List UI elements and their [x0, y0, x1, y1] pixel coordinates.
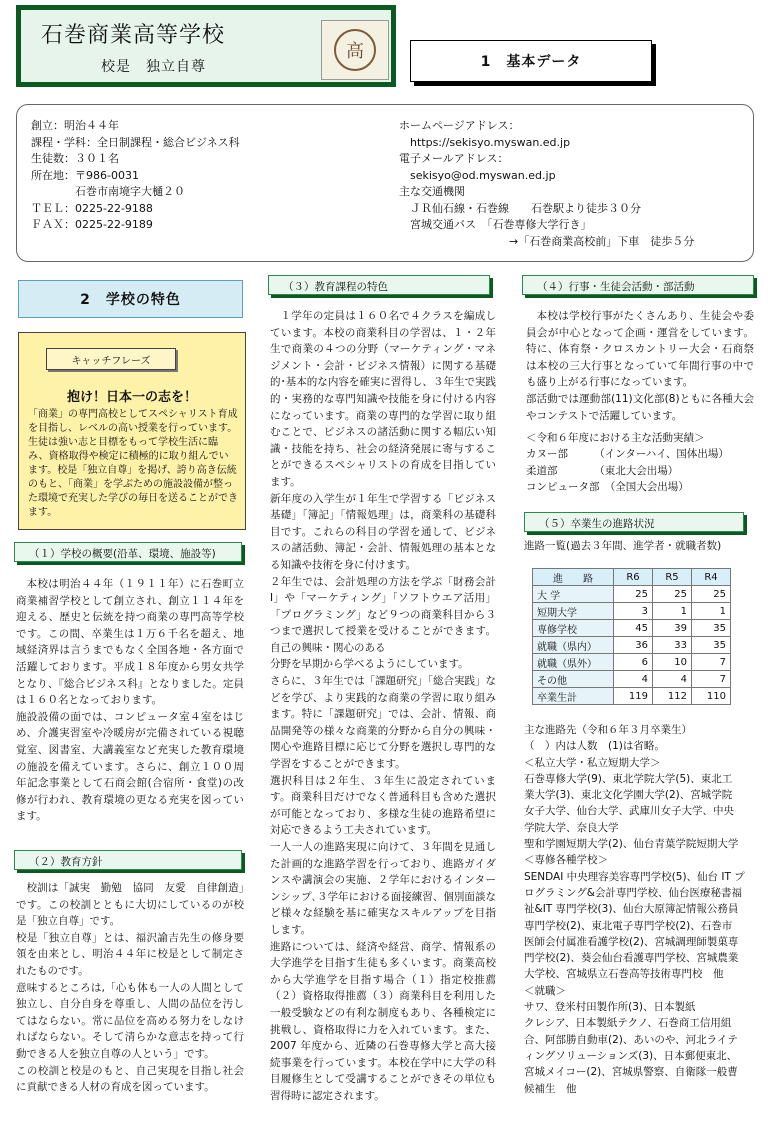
catchphrase-label: キャッチフレーズ [46, 348, 176, 370]
destinations-line: 医師会付属准看護学校(2)、宮城調理師製菓専 [524, 935, 739, 948]
table-row-label: 専修学校 [533, 620, 614, 637]
table-header-row [533, 569, 731, 586]
destinations-list [524, 722, 745, 1097]
section-curriculum-heading: （３）教育課程の特色 [268, 275, 490, 295]
table-cell: 7 [692, 671, 731, 688]
table-cell: 45 [614, 620, 653, 637]
destinations-line: ログラミング&会計専門学校、仙台医療秘書福 [524, 886, 742, 899]
basic-data-heading: 1 基本データ [410, 40, 652, 82]
table-header-cell: R5 [653, 569, 692, 586]
table-row [533, 671, 731, 688]
table-row [533, 620, 731, 637]
table-cell: 1 [653, 603, 692, 620]
destinations-line: 石巻専修大学(9)、東北学院大学(5)、東北工 [524, 772, 733, 785]
transport-label: 主な交通機関 [399, 185, 465, 198]
destinations-line: 聖和学園短期大学(2)、仙台青葉学院短期大学 [524, 838, 739, 851]
table-header-cell: R6 [614, 569, 653, 586]
activities-list-item: カヌー部 （インターハイ、国体出場） [526, 448, 729, 461]
destinations-line: 門学校(2)、葵会仙台看護専門学校、宮城農業 [524, 952, 739, 965]
info-postal: 所在地：〒986-0031 [31, 168, 139, 182]
info-left-column [31, 118, 240, 234]
table-row [533, 688, 731, 705]
table-row-label: 就職（県外） [533, 654, 614, 671]
homepage-url-link[interactable]: https://sekisyo.myswan.ed.jp [399, 135, 571, 149]
table-row [533, 654, 731, 671]
table-cell: 10 [653, 654, 692, 671]
destinations-line: 祉&IT 専門学校(3)、仙台大原簿記情報公務員 [524, 903, 739, 916]
destinations-line: SENDAI 中央理容美容専門学校(5)、仙台 IT プ [524, 870, 745, 883]
destinations-line: 合、阿部勝自動車(2)、あいのや、河北ライテ [524, 1033, 738, 1046]
table-row-label: その他 [533, 671, 614, 688]
destinations-line: 専門学校(2)、東北電子専門学校(2)、石巻市 [524, 919, 733, 932]
destinations-line: サワ、登米村田製作所(3)、日本製紙 [524, 1001, 696, 1014]
table-cell: 35 [692, 620, 731, 637]
activities-list [526, 430, 729, 495]
info-right-column [399, 118, 694, 250]
table-cell: 6 [614, 654, 653, 671]
destinations-line: 大学校、宮城県立石巻高等技術専門校 他 [524, 968, 724, 981]
catchphrase-title: 抱け！日本一の志を！ [66, 390, 197, 405]
table-row [533, 586, 731, 603]
transport-bus: 宮城交通バス 「石巻専修大学行き」 [399, 218, 592, 231]
school-seal-emblem [321, 20, 389, 80]
table-cell: 33 [653, 637, 692, 654]
destinations-line: 業大学(3)、東北文化学園大学(2)、宮城学院 [524, 789, 733, 802]
section-policy-text: 校訓は「誠実 勤勉 協同 友愛 自律創造」です。この校訓とともに大切にしているのが校是「独立自尊」です。 校是「独立自尊」とは、福沢諭吉先生の修身要領を由来とし、明治４４年に校是として制定されたものです。 意味するところは,「心も体も一人の人間として独立し、自分自身を尊重し、人間の品位を汚してはならない。常に品位を高める努力をしなければならない。そして清らかな意志を持って行動できる人を独立自尊の人という」です。 この校訓と校是のもと、自己実現を目指し社会に貢献できる人材の育成を図っています。 [16, 882, 244, 1094]
info-founded: 創立：明治４４年 [31, 119, 119, 132]
section-overview-text: 本校は明治４４年（１９１１年）に石巻町立商業補習学校として創立され、創立１１４年を迎える、歴史と伝統を持つ商業の専門高等学校です。この間、卒業生は１万６千名を超え、地域経済界は言うまでもなく全国各地・各方面で活躍しております。平成１８年度から男女共学となり、『総合ビジネス科』となりました。定員は１６０名となっております。 施設設備の面では、コンピュータ室４室をはじめ、介護実習室や冷暖房が完備されている視聴覚室、図書室、大講義室など充実した教育環境の施設を備えています。さらに、創立１００周年記念事業として石商会館(合宿所・食堂)の改修が行われ、教育環境の更なる充実を図っています。 [16, 578, 244, 823]
school-name: 石巻商業高等学校 [41, 23, 226, 48]
table-row [533, 637, 731, 654]
section-curriculum-text: １学年の定員は１６０名で４クラスを編成しています。本校の商業科目の学習は、１・２年生で商業の４つの分野（マーケティング・マネジメント・会計・ビジネス情報）に関する基礎的･基本的な内容を確実に習得し、３年生で実践的・実務的な専門知識や技能を身に付ける内容になっています。商業の専門的な学習に取り組むことで、ビジネスの諸活動に関する幅広い知識・技能を持ち、社会の経済発展に寄与することができるスペシャリストの育成を目指しています。 新年度の入学生が１年生で学習する「ビジネス基礎」「簿記」「情報処理」は，商業科の基礎科目です。これらの科目の学習を通して、ビジネスの諸活動、簿記・会計、情報処理の基本となる知識や技術を身に付けます。 ２年生では、会計処理の方法を学ぶ「財務会計Ⅰ」や「マーケティング」「ソフトウエア活用」「プログラミング」など９つの商業科目から３つまで選択して授業を受けることができます。自己の興味・関心のある 分野を早期から学べるようにしています。 さらに、３年生では「課題研究」「総合実践」などを学び、より実践的な商業の学習に取り組みます。特に「課題研究」では、会計、情報、商品開発等の様々な商業的分野から自分の興味・関心や進路目標に応じて分野を選択し専門的な学習をすることができます。 選択科目は２年生、３年生に設定されています。商業科目だけでなく普通科目も含めた選択が可能となっており、多様な生徒の進路希望に対応できるよう工夫されています。 一人一人の進路実現に向けて、３年間を見通した計画的な進路学習を行っており、進路ガイダンスや講演会の実施、２学年におけるインターンシップ､３学年における面接練習、個別面談など様々な経験を基に確実なスキルアップを目指します。 進路については、経済や経営、商学、情報系の大学進学を目指す生徒も多くいます。商業高校から大学進学を目指す場合（１）指定校推薦（２）資格取得推薦（３）商業科目を利用した一般受験などの有利な制度もあり、各種検定に挑戦し、資格取得に力を入れています。また、2007 年度から、近隣の石巻専修大学と高大接続事業を行っています。本校在学中に大学の科目履修生として受講することができその単位も習得時に認定されます。 [270, 310, 496, 1102]
table-header-cell: R4 [692, 569, 731, 586]
school-motto: 校是 独立自尊 [101, 59, 206, 75]
activities-list-item: ＜令和６年度における主な活動実績＞ [526, 432, 705, 444]
section-career-heading: （５）卒業生の進路状況 [524, 512, 744, 532]
basic-data-box [16, 104, 754, 262]
transport-bus-stop: →「石巻商業高校前」下車 徒歩５分 [399, 234, 695, 248]
email-address-link[interactable]: sekisyo@od.myswan.ed.jp [399, 168, 556, 182]
destinations-line: 学院大学、奈良大学 [524, 821, 619, 834]
activities-list-item: コンピュータ部 （全国大会出場） [526, 480, 689, 493]
table-cell: 4 [614, 671, 653, 688]
table-cell: 1 [692, 603, 731, 620]
title-box [16, 5, 396, 87]
info-fax: ＦＡＸ：0225-22-9189 [31, 218, 153, 231]
table-row-label: 卒業生計 [533, 688, 614, 705]
section-overview-heading: （１）学校の概要(沿革、環境、施設等) [14, 542, 242, 562]
homepage-label: ホームページアドレス： [399, 119, 520, 132]
destinations-line: 女子大学、仙台大学、武庫川女子大学、中央 [524, 805, 734, 818]
destinations-line: クレシア、日本製紙テクノ、石巻商工信用組 [524, 1017, 732, 1030]
destinations-line: 候補生 他 [524, 1082, 577, 1095]
section-policy-heading: （２）教育方針 [14, 850, 242, 870]
table-row-label: 就職（県内） [533, 637, 614, 654]
table-row-label: 短期大学 [533, 603, 614, 620]
table-cell: 25 [653, 586, 692, 603]
table-cell: 110 [692, 688, 731, 705]
table-cell: 112 [653, 688, 692, 705]
school-seal-icon: 高 [334, 29, 376, 71]
section-activities-heading: （４）行事・生徒会活動・部活動 [522, 275, 754, 295]
destinations-line: ィングソリューションズ(3)、日本郵便東北、 [524, 1049, 738, 1062]
activities-list-item: 柔道部 （東北大会出場） [526, 464, 679, 477]
destinations-line: （ ）内は人数 (1)は省略。 [524, 740, 665, 753]
table-cell: 4 [653, 671, 692, 688]
destinations-line: ＜私立大学・私立短期大学＞ [524, 756, 661, 769]
career-table [532, 568, 731, 705]
email-label: 電子メールアドレス： [399, 152, 509, 165]
info-course: 課程・学科：全日制課程・総合ビジネス科 [31, 135, 240, 149]
destinations-line: 主な進路先（令和６年３月卒業生） [524, 724, 692, 736]
table-cell: 7 [692, 654, 731, 671]
catchphrase-text: 「商業」の専門高校としてスペシャリスト育成を目指し、レベルの高い授業を行っています。生徒は強い志と目標をもって学校生活に臨み、資格取得や検定に積極的に取り組んでいます。校是「独立自尊」を掲げ、誇り高き伝統のもと、「商業」を学ぶための施設設備が整った環境で充実した学びの毎日を送ることができます。 [28, 409, 238, 518]
table-cell: 39 [653, 620, 692, 637]
table-header-cell: 進 路 [533, 569, 614, 586]
table-cell: 119 [614, 688, 653, 705]
table-cell: 3 [614, 603, 653, 620]
table-cell: 25 [614, 586, 653, 603]
table-cell: 36 [614, 637, 653, 654]
section-activities-text: 本校は学校行事がたくさんあり、生徒会や委員会が中心となって企画・運営をしています。特に、体育祭・クロスカントリー大会・石商祭は本校の三大行事となっていて年間行事の中でも盛り上がる行事になっています。 部活動では運動部(11)文化部(8)ともに各種大会やコンテストで活躍しています。 [526, 310, 754, 422]
table-cell: 25 [692, 586, 731, 603]
destinations-line: ＜専修各種学校＞ [524, 854, 608, 867]
info-tel: ＴＥＬ：0225-22-9188 [31, 201, 153, 215]
info-address: 石巻市南境字大樋２０ [31, 185, 185, 198]
transport-train: ＪＲ仙石線・石巻線 石巻駅より徒歩３０分 [399, 201, 641, 215]
table-row [533, 603, 731, 620]
destinations-line: ＜就職＞ [524, 984, 566, 997]
school-features-heading: 2 学校の特色 [18, 280, 243, 318]
destinations-line: 宮城メイコー(2)、宮城県警察、自衛隊一般曹 [524, 1066, 738, 1079]
table-cell: 35 [692, 637, 731, 654]
table-row-label: 大 学 [533, 586, 614, 603]
info-students: 生徒数：３０１名 [31, 152, 119, 165]
career-table-caption: 進路一覧(過去３年間、進学者・就職者数) [524, 540, 722, 552]
